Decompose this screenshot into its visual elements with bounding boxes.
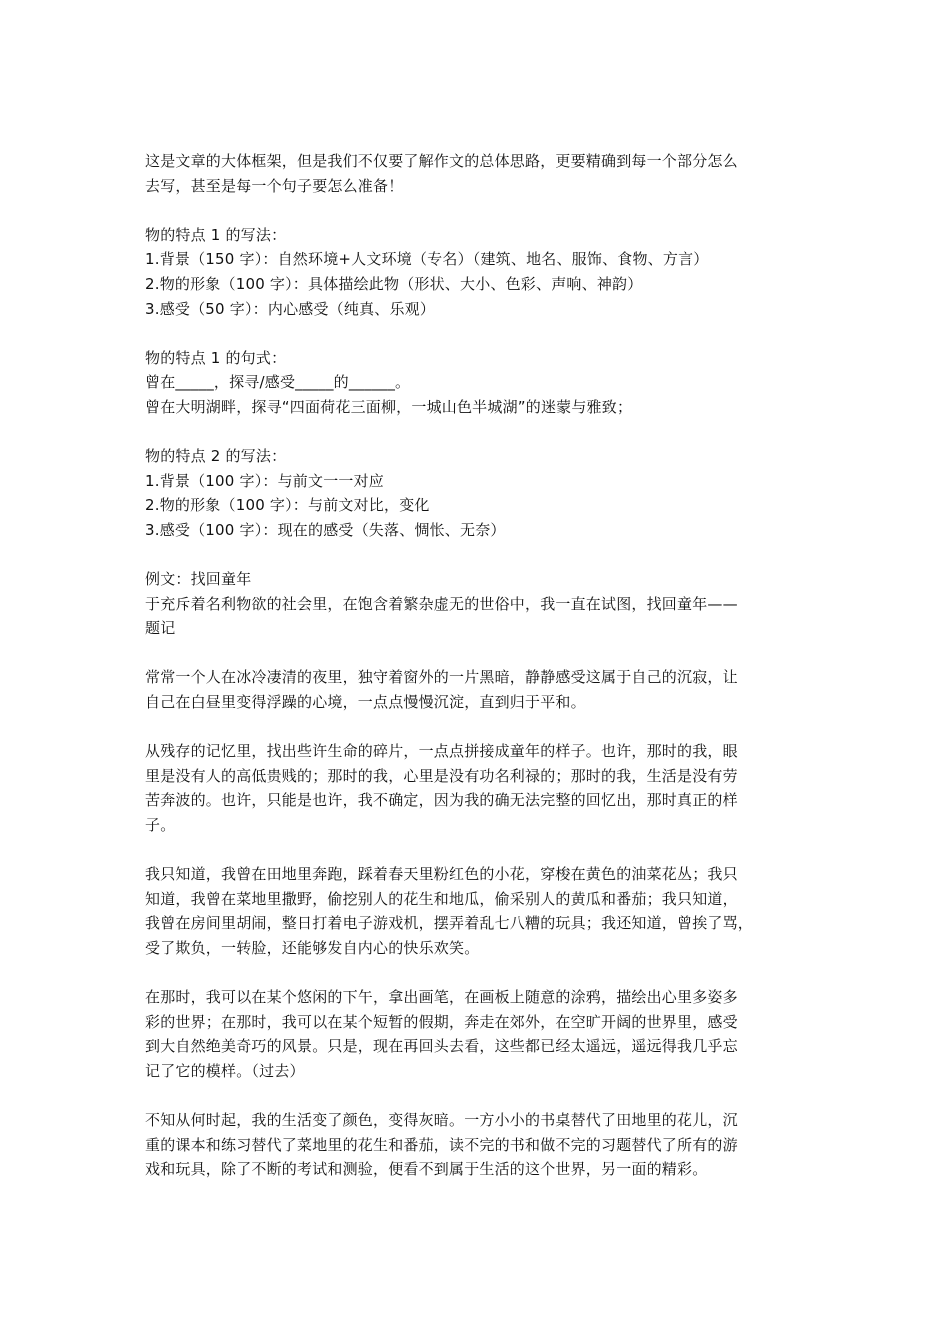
paragraph-line: 在那时，我可以在某个悠闲的下午，拿出画笔，在画板上随意的涂鸦，描绘出心里多姿多 [145,988,738,1007]
essay-paragraph [145,862,810,960]
paragraph-line: 苦奔波的。也许，只能是也许，我不确定，因为我的确无法完整的回忆出，那时真正的样 [145,791,738,810]
essay-paragraph [145,592,810,641]
section-feature2-writing [145,444,810,542]
blank-line [145,198,810,223]
paragraph-line: 不知从何时起，我的生活变了颜色，变得灰暗。一方小小的书桌替代了田地里的花儿，沉 [145,1111,738,1130]
list-item: 2.物的形象（100 字）：具体描绘此物（形状、大小、色彩、声响、神韵） [145,274,643,293]
paragraph-line: 彩的世界；在那时，我可以在某个短暂的假期，奔走在郊外，在空旷开阔的世界里，感受 [145,1012,738,1031]
list-item: 1.背景（100 字）：与前文一一对应 [145,471,385,490]
essay-paragraph [145,665,810,714]
paragraph-line: 受了欺负，一转脸，还能够发自内心的快乐欢笑。 [145,939,480,957]
section-feature1-sentence [145,346,810,420]
paragraph-line: 常常一个人在冰冷凄清的夜里，独守着窗外的一片黑暗，静静感受这属于自己的沉寂，让 [145,668,738,687]
section-heading: 物的特点 1 的句式： [145,348,287,367]
essay-paragraph [145,739,810,837]
paragraph-line: 重的课本和练习替代了菜地里的花生和番茄，读不完的书和做不完的习题替代了所有的游 [145,1135,738,1154]
blank-line [145,321,810,346]
sentence-example: 曾在大明湖畔，探寻“四面荷花三面柳，一城山色半城湖”的迷蒙与雅致； [145,397,633,416]
paragraph-line: 我只知道，我曾在田地里奔跑，踩着春天里粉红色的小花，穿梭在黄色的油菜花丛；我只 [145,865,738,884]
sentence-template: 曾在_____，探寻/感受_____的______。 [145,373,411,392]
paragraph-line: 于充斥着名利物欲的社会里，在饱含着繁杂虚无的世俗中，我一直在试图，找回童年—— [145,594,738,613]
paragraph-line: 从残存的记忆里，找出些许生命的碎片，一点点拼接成童年的样子。也许，那时的我，眼 [145,742,738,761]
intro-paragraph [145,149,810,198]
paragraph-line: 我曾在房间里胡闹，整日打着电子游戏机，摆弄着乱七八糟的玩具；我还知道，曾挨了骂， [145,914,754,933]
section-feature1-writing [145,223,810,321]
section-heading: 物的特点 2 的写法： [145,447,287,466]
section-heading: 物的特点 1 的写法： [145,225,287,244]
blank-line [145,543,810,568]
blank-line [145,1084,810,1109]
list-item: 3.感受（100 字）：现在的感受（失落、惆怅、无奈） [145,520,506,539]
paragraph-line: 子。 [145,816,176,835]
list-item: 3.感受（50 字）：内心感受（纯真、乐观） [145,299,436,318]
paragraph-line: 记了它的模样。（过去） [145,1061,305,1080]
paragraph-line: 自己在白昼里变得浮躁的心境，一点点慢慢沉淀，直到归于平和。 [145,693,586,712]
essay-paragraph [145,985,810,1083]
paragraph-line: 到大自然绝美奇巧的风景。只是，现在再回头去看，这些都已经太遥远，遥远得我几乎忘 [145,1037,738,1056]
blank-line [145,838,810,863]
paragraph-line: 知道，我曾在菜地里撒野，偷挖别人的花生和地瓜，偷采别人的黄瓜和番茄；我只知道， [145,889,738,908]
document-page [145,149,810,1182]
intro-line: 这是文章的大体框架，但是我们不仅要了解作文的总体思路，更要精确到每一个部分怎么 [145,152,738,170]
blank-line [145,715,810,740]
list-item: 1.背景（150 字）：自然环境+人文环境（专名）（建筑、地名、服饰、食物、方言） [145,250,709,269]
essay [145,567,810,1182]
blank-line [145,961,810,986]
paragraph-line: 戏和玩具，除了不断的考试和测验，便看不到属于生活的这个世界，另一面的精彩。 [145,1160,708,1179]
paragraph-line: 题记 [145,619,176,638]
intro-line: 去写，甚至是每一个句子要怎么准备！ [145,176,404,195]
essay-title: 例文：找回童年 [145,570,252,589]
blank-line [145,641,810,666]
paragraph-line: 里是没有人的高低贵贱的；那时的我，心里是没有功名利禄的；那时的我，生活是没有劳 [145,766,738,785]
list-item: 2.物的形象（100 字）：与前文对比，变化 [145,496,430,515]
blank-line [145,420,810,445]
essay-paragraph [145,1108,810,1182]
